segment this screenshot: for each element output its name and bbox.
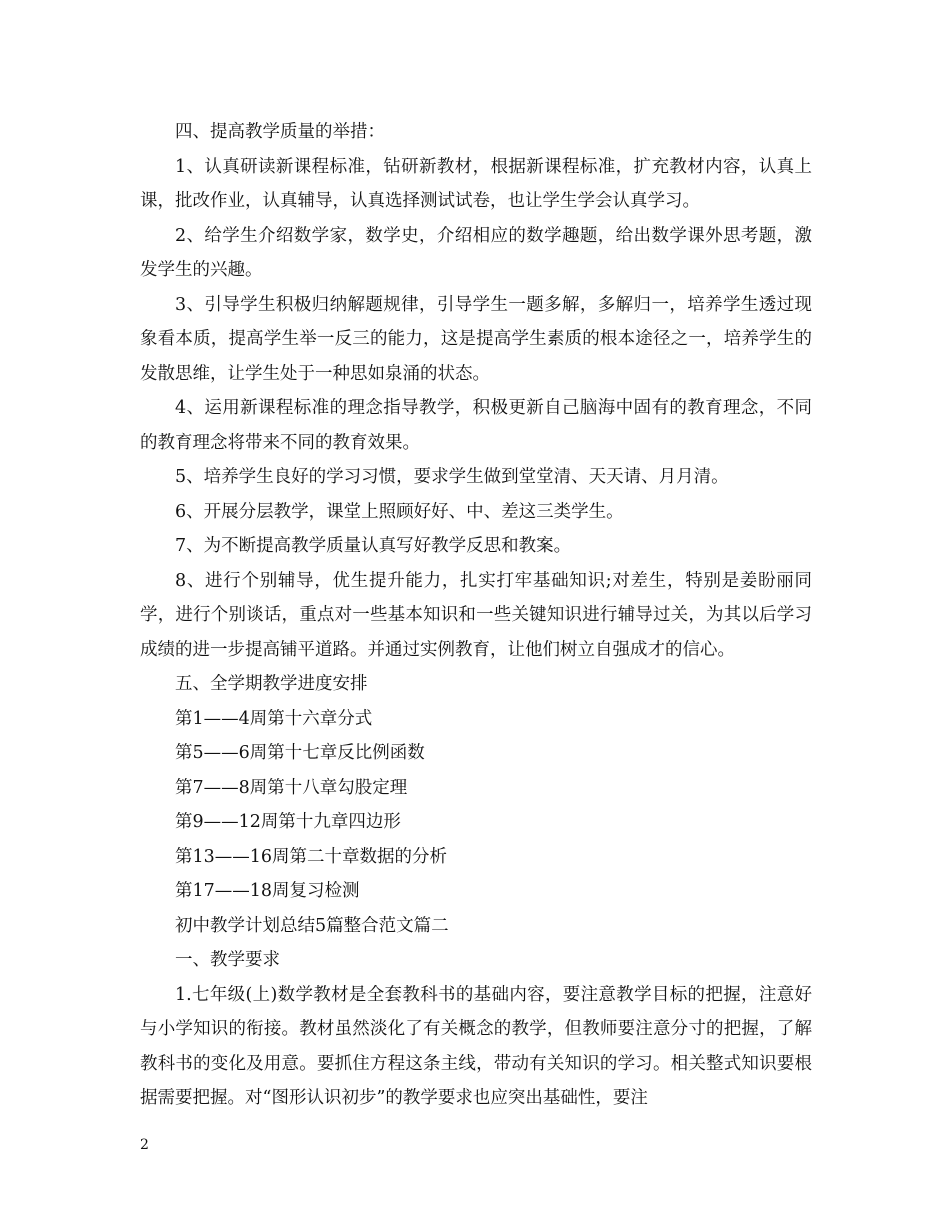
section-heading: 一、教学要求 — [175, 950, 280, 970]
schedule-item: 第13——16周第二十章数据的分析 — [175, 846, 448, 867]
schedule-item: 第7——8周第十八章勾股定理 — [175, 777, 408, 798]
schedule-item: 第9——12周第十九章四边形 — [175, 812, 401, 832]
schedule-item: 第17——18周复习检测 — [175, 881, 360, 901]
paragraph: 8、进行个别辅导，优生提升能力，扎实打牢基础知识;对差生，特别是姜盼丽同学，进行个别谈话，重点对一些基本知识和一些关键知识进行辅导过关，为其以后学习成绩的进一步提高铺平道路。并通过实例教育，让他们树立自强成才的信心。 — [140, 570, 812, 660]
paragraph: 7、为不断提高教学质量认真写好教学反思和教案。 — [175, 536, 572, 556]
paragraph: 4、运用新课程标准的理念指导教学，积极更新自己脑海中固有的教育理念，不同的教育理念将带来不同的教育效果。 — [140, 398, 812, 453]
schedule-item: 第5——6周第十七章反比例函数 — [175, 743, 425, 763]
schedule-item: 第1——4周第十六章分式 — [175, 708, 373, 729]
paragraph: 四、提高教学质量的举措： — [175, 122, 385, 142]
article-title: 初中教学计划总结5篇整合范文篇二 — [175, 915, 449, 936]
paragraph: 1、认真研读新课程标准，钻研新教材，根据新课程标准，扩充教材内容，认真上课，批改作业，认真辅导，认真选择测试试卷，也让学生学会认真学习。 — [140, 156, 812, 211]
section-heading: 五、全学期教学进度安排 — [175, 674, 368, 694]
paragraph: 5、培养学生良好的学习习惯，要求学生做到堂堂清、天天请、月月清。 — [175, 467, 729, 487]
paragraph: 1.七年级(上)数学教材是全套教科书的基础内容，要注意教学目标的把握，注意好与小学知识的衔接。教材虽然淡化了有关概念的教学，但教师要注意分寸的把握，了解教科书的变化及用意。要抓住方程这条主线，带动有关知识的学习。相关整式知识要根据需要把握。对“图形认识初步”的教学要求也应突出基础性，要注 — [140, 984, 812, 1108]
paragraph: 2、给学生介绍数学家，数学史，介绍相应的数学趣题，给出数学课外思考题，激发学生的兴趣。 — [140, 225, 812, 280]
page-number: 2 — [140, 1137, 149, 1153]
document-body — [140, 115, 812, 1116]
paragraph: 3、引导学生积极归纳解题规律，引导学生一题多解，多解归一，培养学生透过现象看本质，提高学生举一反三的能力，这是提高学生素质的根本途径之一，培养学生的发散思维，让学生处于一种思如泉涌的状态。 — [140, 294, 812, 384]
paragraph: 6、开展分层教学，课堂上照顾好好、中、差这三类学生。 — [175, 501, 624, 522]
